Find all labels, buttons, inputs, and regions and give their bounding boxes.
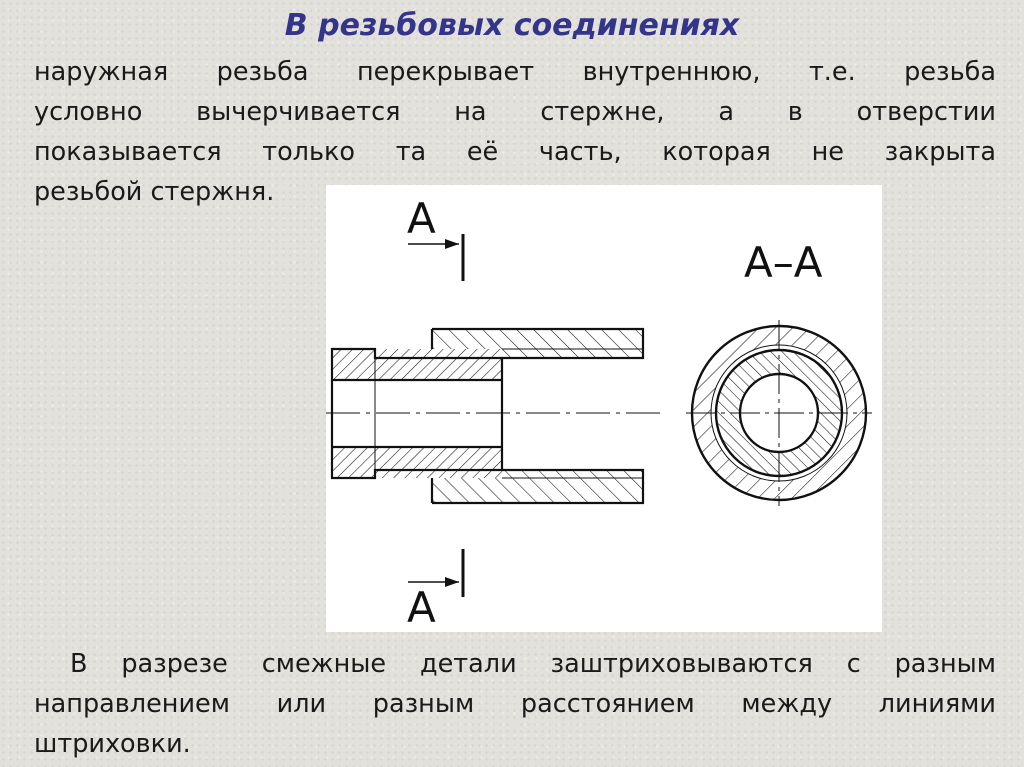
section-view-a-a xyxy=(686,238,872,506)
section-mark-bottom xyxy=(407,549,463,632)
section-mark-top-label: А xyxy=(407,194,436,243)
hatching-line: В разрезе смежные детали заштриховываются с разным xyxy=(70,649,996,679)
intro-paragraph xyxy=(34,52,996,172)
threaded-joint-drawing xyxy=(326,185,882,632)
section-view-label: А–А xyxy=(744,238,823,287)
intro-last-line: резьбой стержня. xyxy=(34,177,275,207)
arrow-head-icon xyxy=(445,239,459,249)
intro-line: условно вычерчивается на стержне, а в отверстии xyxy=(34,97,996,127)
technical-drawing xyxy=(326,185,882,632)
slide-title: В резьбовых соединениях xyxy=(284,8,740,43)
intro-line: наружная резьба перекрывает внутреннюю, т.е. резьба xyxy=(34,57,996,87)
hatching-last-line: штриховки. xyxy=(34,729,191,759)
intro-line: показывается только та её часть, которая не закрыта xyxy=(34,137,996,167)
arrow-head-icon xyxy=(445,577,459,587)
section-mark-bottom-label: А xyxy=(407,583,436,632)
hatching-paragraph xyxy=(34,644,996,724)
section-mark-top xyxy=(407,194,463,281)
hatching-line: направлением или разным расстоянием между линиями xyxy=(34,689,996,719)
